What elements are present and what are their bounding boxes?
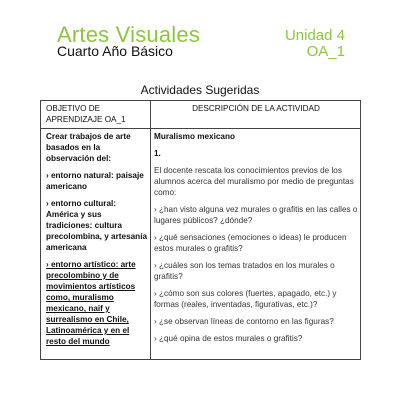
activity-number: 1.: [154, 149, 161, 158]
column-divider: [150, 101, 151, 359]
activities-table: [40, 100, 361, 360]
header-divider: [41, 128, 360, 129]
grade-subtitle: Cuarto Año Básico: [57, 43, 173, 59]
activity-question: › ¿se observan líneas de contorno en las figuras?: [154, 317, 334, 326]
activity-question: › ¿qué sensaciones (emociones o ideas) le producen estos murales o grafitis?: [154, 233, 347, 253]
activity-question: › ¿qué opina de estos murales o grafitis?: [154, 334, 303, 343]
activity-column-header: DESCRIPCIÓN DE LA ACTIVIDAD: [192, 104, 320, 113]
objective-intro: Crear trabajos de arte basados en la observación del:: [46, 132, 131, 163]
section-title: Actividades Sugeridas: [140, 83, 260, 97]
activity-cell: [154, 131, 359, 350]
activity-question: › ¿cuáles son los temas tratados en los murales o grafitis?: [154, 261, 335, 281]
activity-question: › ¿han visto alguna vez murales o grafitis en las calles o lugares públicos? ¿dónde?: [154, 205, 358, 225]
activity-question: › ¿cómo son sus colores (fuertes, apagado, etc.) y formas (reales, inventadas, figurativas, etc.)?: [154, 289, 337, 309]
objective-cell: [46, 131, 149, 353]
objective-item: › entorno natural: paisaje americano: [46, 171, 144, 191]
objective-column-header: OBJETIVO DE APRENDIZAJE OA_1: [46, 104, 126, 124]
page-title: Artes Visuales: [57, 22, 201, 47]
activity-intro: El docente rescata los conocimientos previos de los alumnos acerca del muralismo por medio de preguntas como:: [154, 166, 354, 197]
unit-label: Unidad 4: [284, 27, 345, 44]
objective-item: › entorno artístico: arte precolombino y de movimientos artísticos como, muralismo mexicano, naif y surrealismo en Chile, Latinoamérica y en el resto del mundo: [46, 260, 136, 346]
activity-title: Muralismo mexicano: [154, 132, 235, 141]
objective-code: OA_1: [306, 43, 345, 60]
objective-item: › entorno cultural: América y sus tradiciones: cultura precolombina, y artesanía americana: [46, 199, 148, 252]
